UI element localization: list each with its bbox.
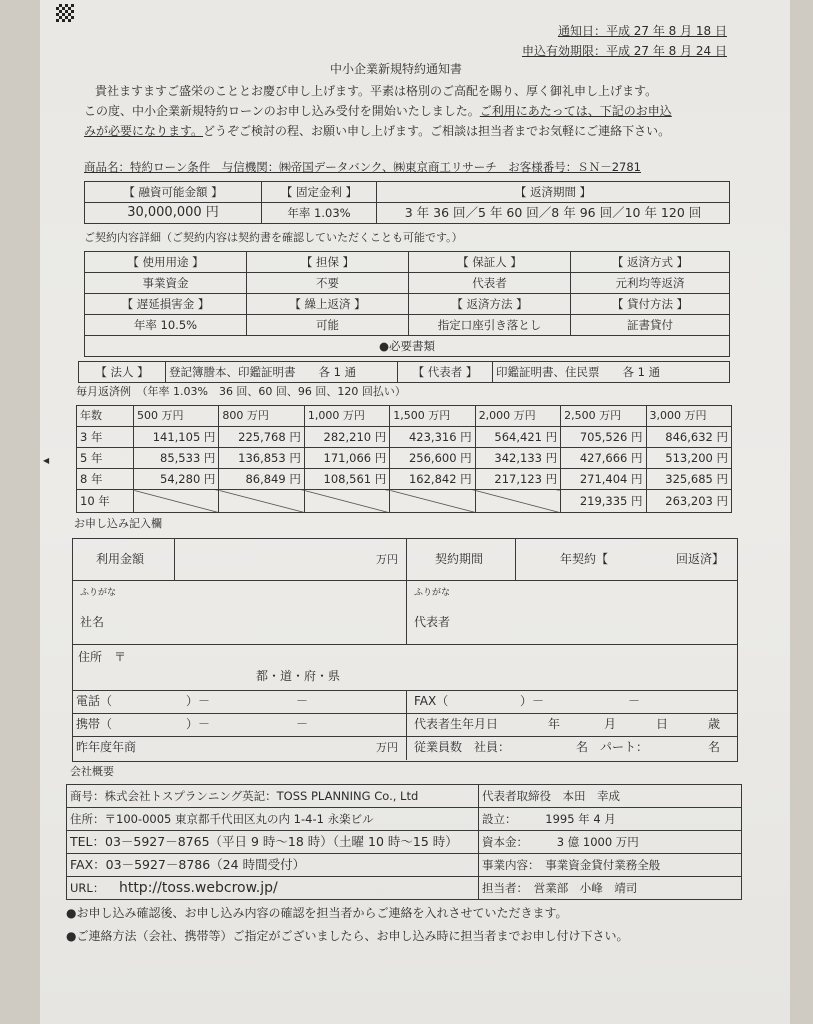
prepayment-value: 可能 [247, 315, 409, 336]
late-fee-label: 【 遅延損害金 】 [85, 294, 247, 315]
address-label: 住所 〒 [78, 650, 127, 664]
age-unit: 歳 [708, 717, 721, 731]
representative-input[interactable] [470, 600, 730, 638]
repayment-amount [219, 490, 304, 513]
period-label: 【 返済期間 】 [377, 182, 730, 203]
guarantor-label: 【 保証人 】 [409, 252, 571, 273]
repayment-amount: 86,849 円 [219, 469, 304, 490]
footer-note-1: ●お申し込み確認後、お申し込み内容の確認を担当者からご連絡を入れさせていただきます。 [66, 906, 568, 920]
company-furigana-label: ふりがな [80, 588, 117, 598]
repayment-amount: 136,853 円 [219, 448, 304, 469]
period-value: 3 年 36 回／5 年 60 回／8 年 96 回／10 年 120 回 [377, 203, 730, 224]
mobile-sep: ）－ [186, 717, 211, 731]
prepayment-label: 【 繰上返済 】 [247, 294, 409, 315]
required-docs-title: ●必要書類 [85, 336, 730, 357]
repayment-years: 3 年 [77, 427, 134, 448]
company-table [66, 784, 742, 900]
greeting-line-3: みが必要になります。どうぞご検討の程、お願い申し上げます。ご相談は担当者までお気軽にご連絡下さい。 [84, 124, 671, 138]
repayment-amount [304, 490, 389, 513]
notice-date: 通知日：平成 27 年 8 月 18 日 [557, 24, 727, 38]
representative-docs-label: 【 代表者 】 [398, 362, 493, 383]
fax-label: FAX（ [414, 694, 449, 708]
company-tel: TEL：03－5927－8765（平日 9 時～18 時）（土曜 10 時～15 時） [67, 831, 479, 854]
company-url-row [67, 877, 479, 900]
company-capital: 資本金： 3 億 1000 万円 [479, 831, 742, 854]
repayment-col-years: 年数 [77, 406, 134, 427]
term-input[interactable] [612, 546, 672, 574]
company-business: 事業内容： 事業資金貸付業務全般 [479, 854, 742, 877]
birthdate-label: 代表者生年月日 [414, 717, 499, 731]
company-name-input[interactable] [120, 600, 400, 638]
collateral-label: 【 担保 】 [247, 252, 409, 273]
company-trade-name: 商号：株式会社トスプランニング英記：TOSS PLANNING Co., Ltd [67, 785, 479, 808]
repayment-amount: 282,210 円 [304, 427, 389, 448]
loan-type-value: 証書貸付 [571, 315, 730, 336]
repayment-amount: 219,335 円 [561, 490, 646, 513]
birth-year-unit: 年 [548, 717, 561, 731]
repayment-amount: 85,533 円 [134, 448, 219, 469]
repayment-amount: 427,666 円 [561, 448, 646, 469]
sales-label: 昨年度年商 [76, 740, 137, 754]
fax-sep: ）－ [520, 694, 545, 708]
repayment-heading: 毎月返済例 （年率 1.03% 36 回、60 回、96 回、120 回払い） [76, 385, 406, 398]
rate-label: 【 固定金利 】 [262, 182, 377, 203]
repayment-method-label: 【 返済方式 】 [571, 252, 730, 273]
corner-mark-icon [56, 4, 74, 22]
repayment-row [77, 448, 732, 469]
amount-label: 利用金額 [96, 552, 145, 566]
address-input[interactable] [150, 648, 730, 686]
repayment-amount: 217,123 円 [475, 469, 560, 490]
corporate-docs: 登記簿謄本、印鑑証明書 各 1 通 [166, 362, 398, 383]
prefecture-label: 都・道・府・県 [256, 669, 341, 683]
expiry-date: 申込有効期限：平成 27 年 8 月 24 日 [521, 44, 727, 58]
amount-unit: 万円 [376, 553, 398, 566]
repayment-years: 8 年 [77, 469, 134, 490]
employees-end: 名 [708, 740, 721, 754]
repayment-amount: 256,600 円 [390, 448, 475, 469]
repayment-col-header: 1,000 万円 [304, 406, 389, 427]
company-address: 住所：〒100-0005 東京都千代田区丸の内 1-4-1 永楽ビル [67, 808, 479, 831]
repayment-amount: 325,685 円 [646, 469, 731, 490]
repayment-years: 5 年 [77, 448, 134, 469]
rep-furigana-label: ふりがな [414, 588, 451, 598]
required-docs-table [78, 361, 730, 383]
late-fee-value: 年率 10.5% [85, 315, 247, 336]
phone-sep: ）－ [186, 694, 211, 708]
repayment-method-value: 元利均等返済 [571, 273, 730, 294]
repayment-amount: 705,526 円 [561, 427, 646, 448]
usage-value: 事業資金 [85, 273, 247, 294]
repayment-col-header: 500 万円 [134, 406, 219, 427]
representative-label: 代表者 [414, 615, 451, 629]
repayment-amount [475, 490, 560, 513]
company-founded: 設立： 1995 年 4 月 [479, 808, 742, 831]
repayment-col-header: 2,500 万円 [561, 406, 646, 427]
repayment-amount [390, 490, 475, 513]
phone-sep-2: － [296, 694, 309, 708]
repayment-col-header: 2,000 万円 [475, 406, 560, 427]
repayment-amount: 108,561 円 [304, 469, 389, 490]
limit-value: 30,000,000 円 [85, 203, 262, 224]
company-contact: 担当者： 営業部 小峰 靖司 [479, 877, 742, 900]
sales-input[interactable] [160, 738, 370, 758]
birth-day-unit: 日 [656, 717, 669, 731]
company-name-label: 社名 [80, 615, 105, 629]
repayment-amount: 513,200 円 [646, 448, 731, 469]
repayment-amount: 423,316 円 [390, 427, 475, 448]
repayment-amount: 342,133 円 [475, 448, 560, 469]
company-fax: FAX：03－5927－8786（24 時間受付） [67, 854, 479, 877]
phone-label: 電話（ [76, 694, 113, 708]
footer-note-2: ●ご連絡方法（会社、携帯等）ご指定がございましたら、お申し込み時に担当者までお申し付け下さい。 [66, 929, 629, 943]
term-years: 年契約【 [560, 552, 609, 566]
repayment-years: 10 年 [77, 490, 134, 513]
repayment-col-header: 800 万円 [219, 406, 304, 427]
payment-method-label: 【 返済方法 】 [409, 294, 571, 315]
employees-label: 従業員数 社員： [414, 740, 511, 754]
payment-method-value: 指定口座引き落とし [409, 315, 571, 336]
loan-type-label: 【 貸付方法 】 [571, 294, 730, 315]
repayment-amount: 54,280 円 [134, 469, 219, 490]
repayment-row [77, 490, 732, 513]
repayment-col-header: 3,000 万円 [646, 406, 731, 427]
mobile-sep-2: － [296, 717, 309, 731]
repayment-amount: 225,768 円 [219, 427, 304, 448]
collateral-value: 不要 [247, 273, 409, 294]
term-end: 回返済】 [676, 552, 725, 566]
contract-heading: ご契約内容詳細（ご契約内容は契約書を確認していただくことも可能です。） [84, 231, 463, 244]
url-label: URL： [70, 881, 105, 895]
repayment-amount: 564,421 円 [475, 427, 560, 448]
corporate-docs-label: 【 法人 】 [79, 362, 166, 383]
birth-month-unit: 月 [604, 717, 617, 731]
term-label: 契約期間 [435, 552, 484, 566]
product-terms-table [84, 181, 730, 224]
company-ceo: 代表者取締役 本田 幸成 [479, 785, 742, 808]
representative-docs: 印鑑証明書、住民票 各 1 通 [493, 362, 730, 383]
employees-part: 名 パート： [576, 740, 649, 754]
guarantor-value: 代表者 [409, 273, 571, 294]
repayment-table [76, 405, 732, 513]
repayment-amount: 162,842 円 [390, 469, 475, 490]
repayment-row [77, 427, 732, 448]
sales-unit: 万円 [376, 741, 398, 754]
limit-label: 【 融資可能金額 】 [85, 182, 262, 203]
form-heading: お申し込み記入欄 [74, 517, 162, 530]
repayment-amount: 263,203 円 [646, 490, 731, 513]
repayment-amount: 271,404 円 [561, 469, 646, 490]
company-heading: 会社概要 [70, 765, 114, 778]
product-line: 商品名：特約ローン条件 与信機関：㈱帝国データバンク、㈱東京商工リサーチ お客様番号：ＳＮ－2781 [84, 160, 641, 174]
repayment-amount: 141,105 円 [134, 427, 219, 448]
greeting-line-1: 貴社ますますご盛栄のこととお慶び申し上げます。平素は格別のご高配を賜り、厚く御礼申し上げます。 [95, 84, 658, 98]
company-url[interactable]: http://toss.webcrow.jp/ [118, 880, 278, 896]
repayment-amount [134, 490, 219, 513]
repayment-col-header: 1,500 万円 [390, 406, 475, 427]
repayment-amount: 846,632 円 [646, 427, 731, 448]
contract-details-table [84, 251, 730, 357]
fax-sep-2: － [628, 694, 641, 708]
mobile-label: 携帯（ [76, 717, 113, 731]
greeting-line-2: この度、中小企業新規特約ローンのお申し込み受付を開始いたしました。ご利用にあたっては、下記のお申込 [84, 104, 672, 118]
repayment-row [77, 469, 732, 490]
amount-input[interactable] [180, 546, 400, 574]
repayment-amount: 171,066 円 [304, 448, 389, 469]
usage-label: 【 使用用途 】 [85, 252, 247, 273]
page-margin-arrow-icon: ◀ [43, 456, 50, 465]
document-title: 中小企業新規特約通知書 [330, 62, 463, 76]
rate-value: 年率 1.03% [262, 203, 377, 224]
